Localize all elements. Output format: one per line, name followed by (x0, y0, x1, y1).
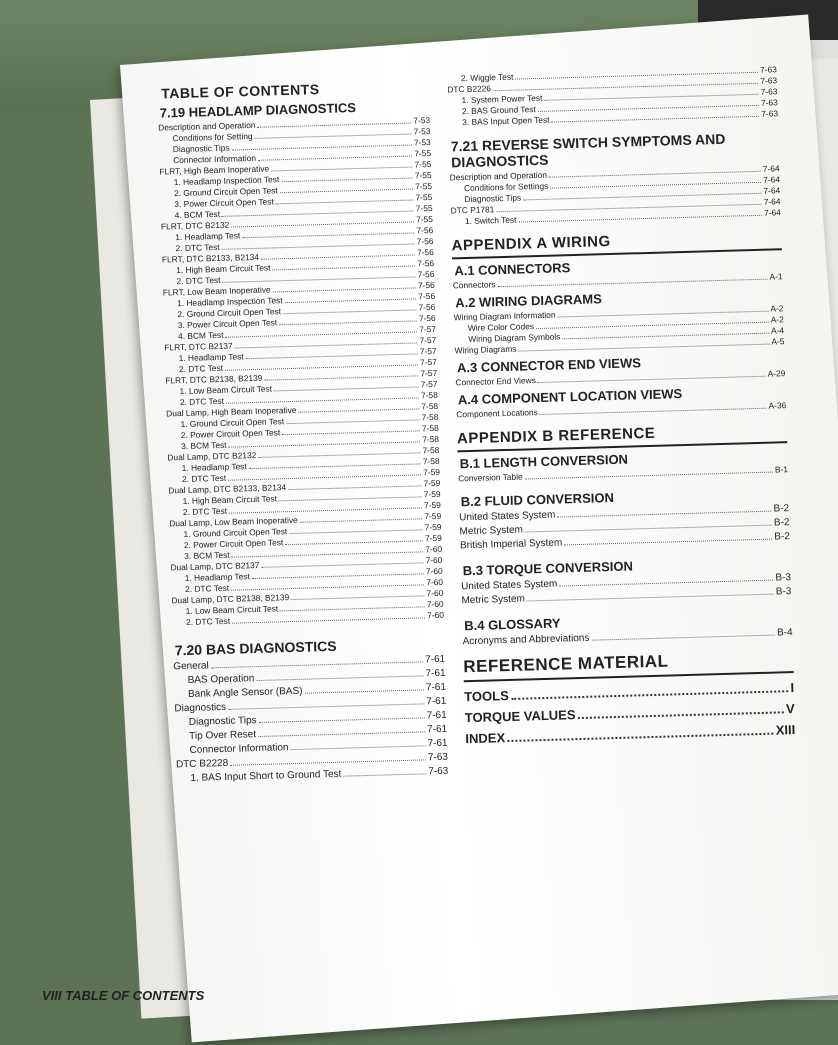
toc-entry-label: 1. Low Beam Circuit Test (179, 383, 273, 397)
toc-entry-label: 3. BCM Test (184, 549, 230, 562)
toc-entry-page: 7-60 (425, 554, 443, 566)
toc-entry-page: 7-61 (425, 667, 446, 680)
toc-entry-label: Wiring Diagrams (454, 343, 517, 356)
toc-entry-page: 7-57 (419, 323, 437, 335)
toc-entry-label: Bank Angle Sensor (BAS) (187, 685, 303, 700)
toc-entry-page: 7-58 (422, 455, 440, 467)
section-heading-7-19: 7.19 HEADLAMP DIAGNOSTICS (159, 100, 357, 121)
toc-entry-page: 7-59 (423, 477, 441, 489)
reference-list (464, 677, 796, 749)
section-list-7-21 (450, 163, 781, 227)
toc-entry-page: 7-60 (426, 576, 444, 588)
toc-entry-page: 7-63 (428, 765, 449, 778)
dot-leader (507, 733, 774, 742)
toc-entry-page: B-1 (774, 464, 789, 475)
section-heading-7-20: 7.20 BAS DIAGNOSTICS (174, 637, 337, 659)
section-list-7-20 (173, 653, 448, 787)
section-heading-7-21-line1: 7.21 REVERSE SWITCH SYMPTOMS AND (450, 130, 726, 155)
toc-left-column (157, 78, 448, 786)
section-heading-b4: B.4 GLOSSARY (464, 615, 561, 634)
toc-entry-label: 1. High Beam Circuit Test (182, 493, 278, 507)
toc-entry-label: 1. Headlamp Test (184, 571, 250, 584)
toc-entry-label: 3. Power Circuit Open Test (174, 196, 274, 210)
toc-entry-label: 1. Headlamp Inspection Test (173, 174, 280, 188)
toc-entry-label: British Imperial System (459, 537, 563, 552)
section-list-7-19 (158, 115, 444, 628)
toc-entry-label: Diagnostic Tips (172, 142, 230, 155)
toc-entry-page: I (790, 680, 795, 696)
toc-entry-page: 7-57 (420, 367, 438, 379)
toc-entry-page: 7-59 (423, 488, 441, 500)
toc-entry-label: 2. DTC Test (175, 241, 220, 254)
toc-entry-page: 7-60 (427, 609, 445, 621)
continued-list-7-20 (447, 64, 778, 128)
toc-entry-label: Component Locations (456, 407, 538, 420)
dot-leader (343, 773, 426, 776)
toc-entry-label: 2. DTC Test (178, 362, 224, 375)
toc-entry-label: 1. System Power Test (461, 92, 543, 106)
toc-entry-page: 7-58 (421, 422, 439, 434)
toc-entry-page: 7-59 (424, 521, 442, 533)
toc-entry-label: Conversion Table (457, 471, 523, 484)
toc-entry-page: 7-53 (413, 114, 431, 126)
toc-entry-page: A-2 (770, 314, 784, 325)
toc-entry-label: Connector End Views (455, 375, 536, 388)
reference-material-title: REFERENCE MATERIAL (463, 648, 794, 682)
toc-entry-label: FLRT, DTC B2137 (164, 340, 233, 353)
toc-entry-page: 7-58 (420, 389, 438, 401)
section-list-b2 (459, 502, 790, 553)
toc-entry-label: 1. Headlamp Test (181, 461, 247, 474)
toc-entry-page: 7-58 (421, 411, 439, 423)
dot-leader (518, 215, 762, 223)
toc-entry-page: B-2 (773, 503, 790, 515)
dot-leader (518, 344, 769, 352)
toc-entry-page: 7-59 (423, 499, 441, 511)
dot-leader (578, 711, 785, 719)
toc-entry-label: Wiring Diagram Information (453, 309, 556, 323)
toc-entry-label: 1. Ground Circuit Open Test (180, 416, 285, 430)
toc-entry-label: Acronyms and Abbreviations (462, 632, 590, 648)
section-heading-b2: B.2 FLUID CONVERSION (460, 490, 615, 510)
toc-entry-page: 7-55 (414, 147, 432, 159)
toc-entry-page: A-1 (769, 271, 783, 282)
toc-entry-page: B-2 (773, 517, 790, 529)
toc-entry-page: 7-63 (761, 108, 779, 119)
toc-entry-page: 7-55 (414, 158, 432, 170)
toc-entry-label: Diagnostic Tips (464, 192, 522, 205)
toc-entry-label: Dual Lamp, DTC B2138, B2139 (171, 592, 290, 606)
toc-entry-label: 1. Low Beam Circuit Test (185, 603, 279, 617)
toc-entry-page: 7-63 (760, 86, 778, 97)
toc-entry-page: 7-61 (425, 681, 447, 694)
dot-leader (525, 472, 773, 480)
toc-entry-label: Dual Lamp, DTC B2133, B2134 (168, 482, 287, 496)
toc-entry-label: 2. Power Circuit Open Test (183, 537, 284, 551)
section-heading-7-21-line2: DIAGNOSTICS (451, 151, 549, 171)
toc-entry-label: 4. BCM Test (174, 208, 221, 221)
toc-entry-label: 2. Wiggle Test (460, 71, 514, 84)
toc-entry-page: A-4 (770, 325, 785, 336)
toc-entry-label: 2. Ground Circuit Open Test (177, 306, 282, 320)
toc-entry-label: 1. Switch Test (464, 214, 517, 227)
toc-entry-label: Connector Information (172, 152, 257, 166)
page-footer: VIII TABLE OF CONTENTS (42, 988, 205, 1003)
toc-entry-label: FLRT, High Beam Inoperative (159, 163, 270, 177)
toc-entry-page: 7-57 (419, 345, 437, 357)
toc-entry-page: 7-55 (415, 213, 434, 225)
toc-entry-label: Description and Operation (158, 119, 256, 133)
appendix-a-title: APPENDIX A WIRING (451, 228, 781, 259)
toc-entry-page: B-4 (776, 627, 793, 639)
toc-entry-label: Metric System (461, 593, 526, 607)
toc-entry-page: 7-58 (421, 400, 439, 412)
toc-entry-label: DTC B2228 (175, 757, 229, 771)
section-heading-a4: A.4 COMPONENT LOCATION VIEWS (457, 386, 683, 408)
toc-entry-page: 7-56 (418, 312, 436, 324)
dot-leader (232, 617, 425, 623)
toc-entry-page: 7-56 (417, 268, 435, 280)
toc-entry-label: TOOLS (464, 688, 509, 705)
toc-entry-label: 1. High Beam Circuit Test (176, 262, 271, 276)
toc-entry-label: FLRT, DTC B2138, B2139 (165, 372, 263, 386)
toc-entry-label: Wire Color Codes (467, 321, 535, 334)
toc-entry-page: 7-56 (416, 246, 434, 258)
toc-entry-page: 7-64 (762, 174, 781, 185)
section-heading-a3: A.3 CONNECTOR END VIEWS (456, 355, 642, 376)
toc-entry-label: Wiring Diagram Symbols (468, 331, 561, 345)
toc-entry-page: 7-57 (419, 356, 437, 368)
toc-entry-label: 4. BCM Test (177, 329, 224, 342)
toc-entry-label: United States System (460, 578, 558, 593)
toc-entry-label: DTC B2226 (447, 83, 492, 95)
toc-entry-label: 2. Ground Circuit Open Test (173, 185, 278, 199)
toc-entry-label: 3. Power Circuit Open Test (177, 317, 278, 331)
dot-leader (527, 594, 774, 602)
toc-title: TABLE OF CONTENTS (161, 81, 320, 102)
toc-entry-label: United States System (459, 509, 556, 524)
toc-entry-page: 7-64 (762, 163, 780, 174)
toc-entry-label: 2. DTC Test (179, 395, 225, 408)
dot-leader (291, 745, 426, 750)
toc-entry-page: A-36 (768, 400, 787, 411)
dot-leader (305, 689, 424, 693)
toc-entry-page: B-2 (774, 531, 791, 543)
toc-entry-page: 7-64 (763, 185, 781, 196)
toc-entry-label: Connector Information (189, 742, 289, 756)
toc-entry-page: 7-61 (426, 695, 447, 708)
section-heading-a1: A.1 CONNECTORS (454, 260, 571, 279)
toc-entry-page: 7-59 (424, 532, 442, 544)
toc-entry-page: A-2 (770, 303, 784, 314)
toc-entry-label: 2. DTC Test (185, 615, 231, 627)
toc-entry-page: 7-56 (416, 224, 434, 236)
toc-entry-page: 7-61 (427, 737, 448, 750)
toc-entry-label: 1. Headlamp Test (178, 351, 244, 364)
toc-entry-label: BAS Operation (187, 673, 255, 686)
dot-leader (228, 703, 424, 709)
toc-entry-page: 7-63 (760, 75, 778, 86)
toc-entry-label: Dual Lamp, Low Beam Inoperative (169, 514, 298, 529)
toc-entry-label: 2. Power Circuit Open Test (180, 427, 281, 441)
toc-entry-label: INDEX (465, 730, 506, 747)
toc-entry-label: 1. Headlamp Inspection Test (176, 295, 283, 309)
dot-leader (591, 635, 775, 641)
toc-entry-label: FLRT, DTC B2133, B2134 (161, 251, 260, 265)
toc-entry-label: TORQUE VALUES (464, 707, 576, 726)
toc-entry-label: Connectors (452, 279, 496, 291)
toc-page (120, 14, 838, 1042)
toc-entry-page: A-5 (771, 336, 785, 347)
toc-entry-page: 7-55 (415, 191, 433, 203)
toc-entry-label: Dual Lamp, DTC B2137 (170, 559, 260, 573)
dot-leader (540, 408, 767, 415)
toc-entry-page: 7-60 (426, 587, 444, 599)
toc-entry-page: 7-53 (413, 125, 431, 137)
toc-entry-page: 7-63 (760, 97, 778, 108)
toc-entry-page: 7-57 (419, 334, 437, 346)
toc-entry-label: 2. DTC Test (181, 472, 227, 485)
toc-entry-label: Diagnostics (174, 701, 227, 715)
toc-entry-label: Metric System (459, 524, 524, 538)
toc-entry-page: 7-58 (422, 433, 440, 445)
toc-entry-page: 7-63 (759, 64, 777, 75)
toc-entry-label: Conditions for Settings (463, 180, 549, 194)
dot-leader (498, 279, 768, 288)
dot-leader (230, 759, 426, 765)
toc-entry-page: 7-61 (426, 709, 447, 722)
toc-entry-page: 7-61 (425, 653, 446, 666)
dot-leader (259, 717, 425, 723)
toc-entry-page: 7-59 (424, 510, 442, 522)
toc-entry-page: 7-56 (417, 257, 435, 269)
toc-entry-page: XIII (775, 722, 796, 738)
toc-entry-label: Dual Lamp, High Beam Inoperative (166, 404, 297, 419)
toc-entry-label: Description and Operation (449, 169, 548, 183)
toc-entry-page: 7-56 (417, 279, 435, 291)
toc-entry-label: 1. BAS Input Short to Ground Test (190, 768, 342, 784)
toc-entry-page: V (785, 701, 795, 717)
section-heading-b3: B.3 TORQUE CONVERSION (462, 558, 634, 579)
toc-entry-label: Dual Lamp, DTC B2132 (167, 449, 257, 463)
toc-entry-page: 7-58 (422, 444, 440, 456)
toc-entry-page: 7-60 (425, 565, 443, 577)
section-list-a2 (453, 303, 784, 356)
dot-leader (564, 539, 772, 546)
toc-entry-page: 7-64 (763, 207, 781, 218)
toc-entry-label: 2. DTC Test (182, 505, 228, 518)
toc-entry-label: 3. BCM Test (180, 439, 227, 452)
toc-entry-page: 7-55 (415, 180, 433, 192)
toc-entry-label: FLRT, DTC B2132 (160, 219, 230, 232)
toc-right-column (447, 64, 796, 749)
toc-entry-label: DTC P1781 (450, 204, 495, 216)
toc-entry-label: FLRT, Low Beam Inoperative (162, 284, 271, 298)
toc-entry-page: 7-60 (426, 598, 444, 610)
dot-leader (552, 116, 760, 123)
dot-leader (256, 675, 423, 681)
toc-entry-page: 7-55 (414, 169, 432, 181)
toc-entry-page: 7-57 (420, 378, 438, 390)
toc-entry-label: 2. BAS Ground Test (461, 104, 536, 117)
dot-leader (538, 376, 766, 383)
toc-entry-page: 7-55 (415, 202, 433, 214)
section-heading-a2: A.2 WIRING DIAGRAMS (455, 291, 602, 311)
toc-entry-page: B-3 (775, 572, 792, 584)
toc-entry-page: 7-56 (416, 235, 434, 247)
toc-page-content (129, 55, 835, 1014)
toc-entry-label: 2. DTC Test (176, 274, 221, 287)
toc-entry-page: 7-63 (427, 751, 449, 764)
toc-entry-page: 7-56 (418, 290, 436, 302)
toc-entry-page: 7-59 (423, 466, 441, 478)
toc-entry-page: B-3 (775, 586, 792, 598)
toc-entry-page: 7-61 (426, 723, 448, 736)
toc-entry-page: A-29 (767, 368, 786, 379)
toc-entry-page: 7-53 (413, 136, 431, 148)
toc-entry-label: 3. BAS Input Open Test (462, 114, 550, 128)
appendix-b-title: APPENDIX B REFERENCE (457, 421, 787, 452)
toc-entry-label: Tip Over Reset (189, 729, 257, 742)
toc-entry-label: General (173, 660, 209, 673)
toc-entry-page: 7-64 (763, 196, 781, 207)
toc-entry-label: Diagnostic Tips (188, 715, 257, 728)
toc-entry-label: 1. Headlamp Test (175, 230, 241, 243)
toc-entry-label: Conditions for Setting (172, 130, 253, 144)
toc-entry-label: 1. Ground Circuit Open Test (183, 526, 288, 540)
dot-leader (258, 731, 425, 737)
toc-entry-page: 7-56 (418, 301, 436, 313)
toc-entry-label: 2. DTC Test (184, 582, 230, 595)
section-heading-b1: B.1 LENGTH CONVERSION (459, 451, 629, 472)
toc-entry-page: 7-60 (425, 543, 443, 555)
